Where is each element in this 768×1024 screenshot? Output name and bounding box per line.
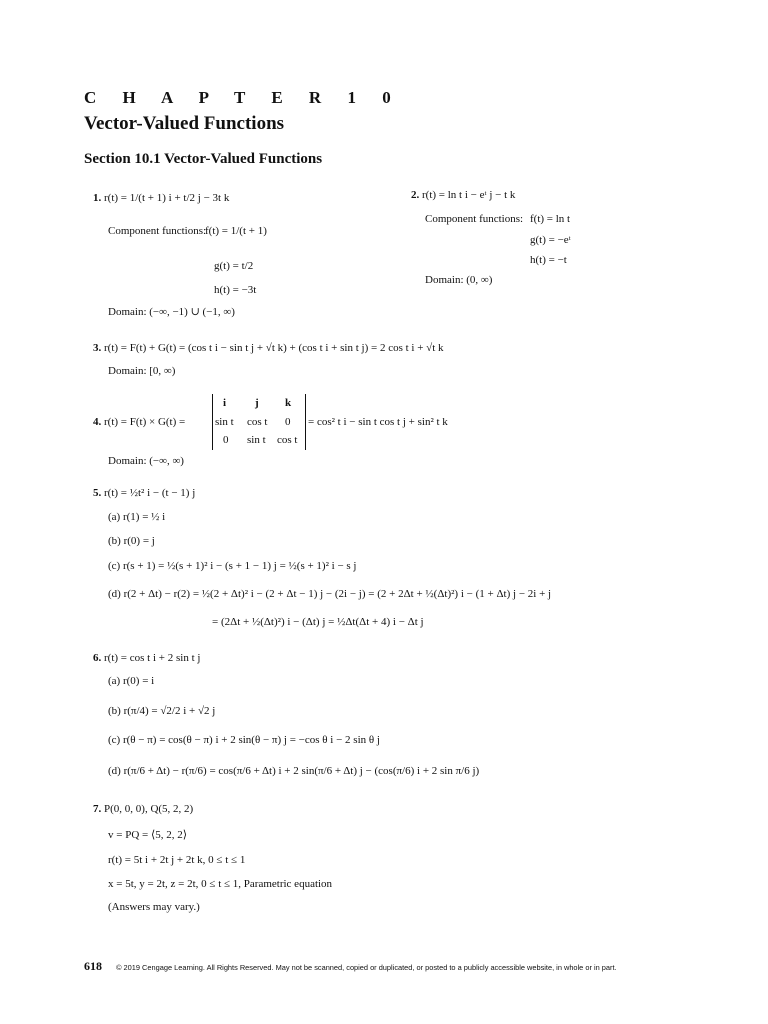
page-footer xyxy=(84,959,617,974)
part-b: (b) r(0) = j xyxy=(108,535,155,547)
matrix-cell: sin t xyxy=(247,434,266,446)
problem-number: 6. xyxy=(93,652,102,664)
problem-number: 2. xyxy=(411,189,420,201)
problem-6 xyxy=(93,652,200,664)
problem-2 xyxy=(411,189,515,201)
part-b: (b) r(π/4) = √2/2 i + √2 j xyxy=(108,705,216,717)
problem-4 xyxy=(93,416,185,428)
part-c: (c) r(θ − π) = cos(θ − π) i + 2 sin(θ − π) j = −cos θ i − 2 sin θ j xyxy=(108,734,380,746)
problem-number: 4. xyxy=(93,416,102,428)
component-label: Component functions: xyxy=(108,225,207,237)
copyright-notice: © 2019 Cengage Learning. All Rights Reserved. May not be scanned, copied or duplicated, or posted to a publicly accessible website, in whole or in part. xyxy=(116,963,617,972)
domain: Domain: (0, ∞) xyxy=(425,274,493,286)
chapter-heading: C H A P T E R 1 0 xyxy=(84,88,402,107)
domain: Domain: [0, ∞) xyxy=(108,365,176,377)
domain: Domain: (−∞, −1) ∪ (−1, ∞) xyxy=(108,306,235,318)
matrix-cell: 0 xyxy=(223,434,229,446)
matrix-cell: i xyxy=(223,397,227,409)
domain: Domain: (−∞, ∞) xyxy=(108,455,184,467)
component-h: h(t) = −t xyxy=(530,254,567,266)
problem-number: 1. xyxy=(93,192,102,204)
matrix-cell: cos t xyxy=(247,416,268,428)
matrix-cell: sin t xyxy=(215,416,234,428)
matrix-cell: 0 xyxy=(285,416,291,428)
part-a: (a) r(0) = i xyxy=(108,675,155,687)
problem-equation: r(t) = ln t i − eᵗ j − t k xyxy=(422,189,516,201)
parametric-equation: x = 5t, y = 2t, z = 2t, 0 ≤ t ≤ 1, Parametric equation xyxy=(108,878,333,890)
problem-equation: r(t) = ½t² i − (t − 1) j xyxy=(104,487,196,499)
component-g: g(t) = −eᵗ xyxy=(530,234,571,246)
problem-equation: r(t) = 1/(t + 1) i + t/2 j − 3t k xyxy=(104,192,230,204)
problem-5 xyxy=(93,487,195,499)
part-d-continued: = (2Δt + ½(Δt)²) i − (Δt) j = ½Δt(Δt + 4) i − Δt j xyxy=(212,616,424,628)
problem-1 xyxy=(93,192,229,204)
problem-number: 5. xyxy=(93,487,102,499)
part-d: (d) r(2 + Δt) − r(2) = ½(2 + Δt)² i − (2 + Δt − 1) j − (2i − j) = (2 + 2Δt + ½(Δt)²) i − (1 + Δt) j − 2i + j xyxy=(108,588,552,600)
problem-equation: r(t) = F(t) + G(t) = (cos t i − sin t j + √t k) + (cos t i + sin t j) = 2 cos t i + √t k xyxy=(104,342,444,354)
problem-7 xyxy=(93,803,193,815)
matrix-cell: j xyxy=(255,397,259,409)
component-f: f(t) = 1/(t + 1) xyxy=(205,225,267,237)
vector-r: r(t) = 5t i + 2t j + 2t k, 0 ≤ t ≤ 1 xyxy=(108,854,246,866)
problem-rhs: = cos² t i − sin t cos t j + sin² t k xyxy=(308,416,448,428)
answer-note: (Answers may vary.) xyxy=(108,901,200,913)
matrix-cell: cos t xyxy=(277,434,298,446)
chapter-title: Vector-Valued Functions xyxy=(84,113,285,134)
page-number: 618 xyxy=(84,959,102,973)
section-title: Section 10.1 Vector-Valued Functions xyxy=(84,151,323,167)
problem-points: P(0, 0, 0), Q(5, 2, 2) xyxy=(104,803,194,815)
part-c: (c) r(s + 1) = ½(s + 1)² i − (s + 1 − 1) j = ½(s + 1)² i − s j xyxy=(108,560,357,572)
component-f: f(t) = ln t xyxy=(530,213,571,225)
part-a: (a) r(1) = ½ i xyxy=(108,511,166,523)
problem-equation: r(t) = cos t i + 2 sin t j xyxy=(104,652,201,664)
component-label: Component functions: xyxy=(425,213,524,225)
problem-lhs: r(t) = F(t) × G(t) = xyxy=(104,416,186,428)
problem-3 xyxy=(93,342,444,354)
component-g: g(t) = t/2 xyxy=(214,260,254,272)
vector-v: v = PQ = ⟨5, 2, 2⟩ xyxy=(108,829,188,841)
matrix-cell: k xyxy=(285,397,292,409)
problem-number: 3. xyxy=(93,342,102,354)
part-d: (d) r(π/6 + Δt) − r(π/6) = cos(π/6 + Δt) i + 2 sin(π/6 + Δt) j − (cos(π/6) i + 2 sin π/6 j) xyxy=(108,765,480,777)
problem-number: 7. xyxy=(93,803,102,815)
component-h: h(t) = −3t xyxy=(214,284,257,296)
determinant-matrix xyxy=(212,394,306,450)
